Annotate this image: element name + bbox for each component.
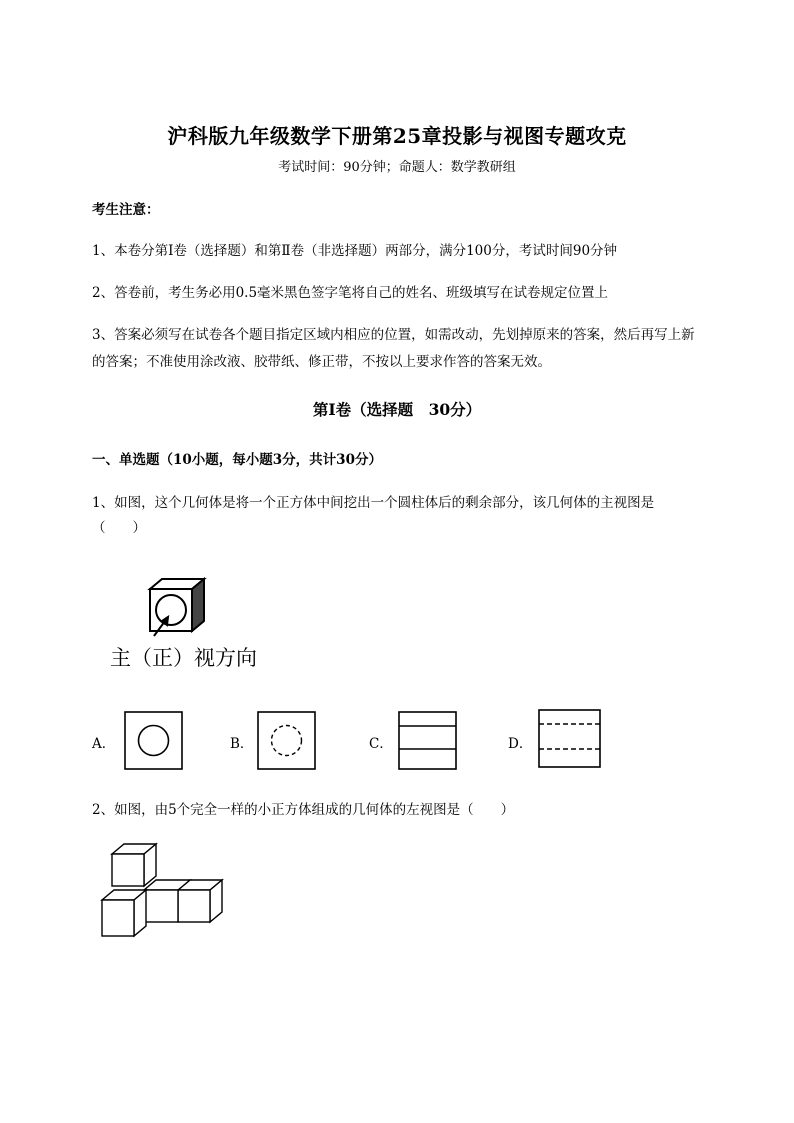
- notice-item-3-cont: 的答案；不准使用涂改液、胶带纸、修正带，不按以上要求作答的答案无效。: [92, 354, 551, 370]
- hollow-cube-drawing: [150, 579, 204, 636]
- notice-item-2: 2、答卷前，考生务必用0.5毫米黑色签字笔将自己的姓名、班级填写在试卷规定位置上: [92, 285, 609, 301]
- section-title: 第Ⅰ卷（选择题 30分）: [312, 400, 482, 419]
- option-b-figure: [257, 711, 317, 771]
- question-2-stem: 2、如图，由5个完全一样的小正方体组成的几何体的左视图是（ ）: [92, 802, 515, 818]
- option-d-label: D．: [508, 736, 533, 752]
- cube-stack-drawing: [102, 844, 222, 936]
- notice-item-1: 1、本卷分第Ⅰ卷（选择题）和第Ⅱ卷（非选择题）两部分，满分100分，考试时间90分钟: [92, 243, 618, 259]
- question-2-figure: [98, 842, 228, 942]
- notice-heading: 考生注意：: [92, 202, 160, 218]
- exam-info: 考试时间：90分钟；命题人：数学教研组: [278, 160, 516, 175]
- part-heading: 一、单选题（10小题，每小题3分，共计30分）: [92, 452, 382, 468]
- question-1-blank: （ ）: [92, 520, 146, 536]
- figure-caption: 主（正）视方向: [110, 647, 257, 670]
- question-1-stem: 1、如图，这个几何体是将一个正方体中间挖出一个圆柱体后的剩余部分，该几何体的主视图是: [92, 495, 655, 511]
- page-title: 沪科版九年级数学下册第25章投影与视图专题攻克: [167, 124, 627, 148]
- option-c-label: C．: [369, 736, 393, 752]
- notice-item-3: 3、答案必须写在试卷各个题目指定区域内相应的位置，如需改动，先划掉原来的答案，然后再写上新: [92, 327, 695, 343]
- option-c-figure: [398, 711, 458, 771]
- question-1-figure: [110, 575, 280, 675]
- option-b-label: B．: [230, 736, 254, 752]
- option-a-label: A．: [92, 736, 116, 752]
- option-a-figure: [124, 711, 184, 771]
- option-d-figure: [538, 709, 602, 769]
